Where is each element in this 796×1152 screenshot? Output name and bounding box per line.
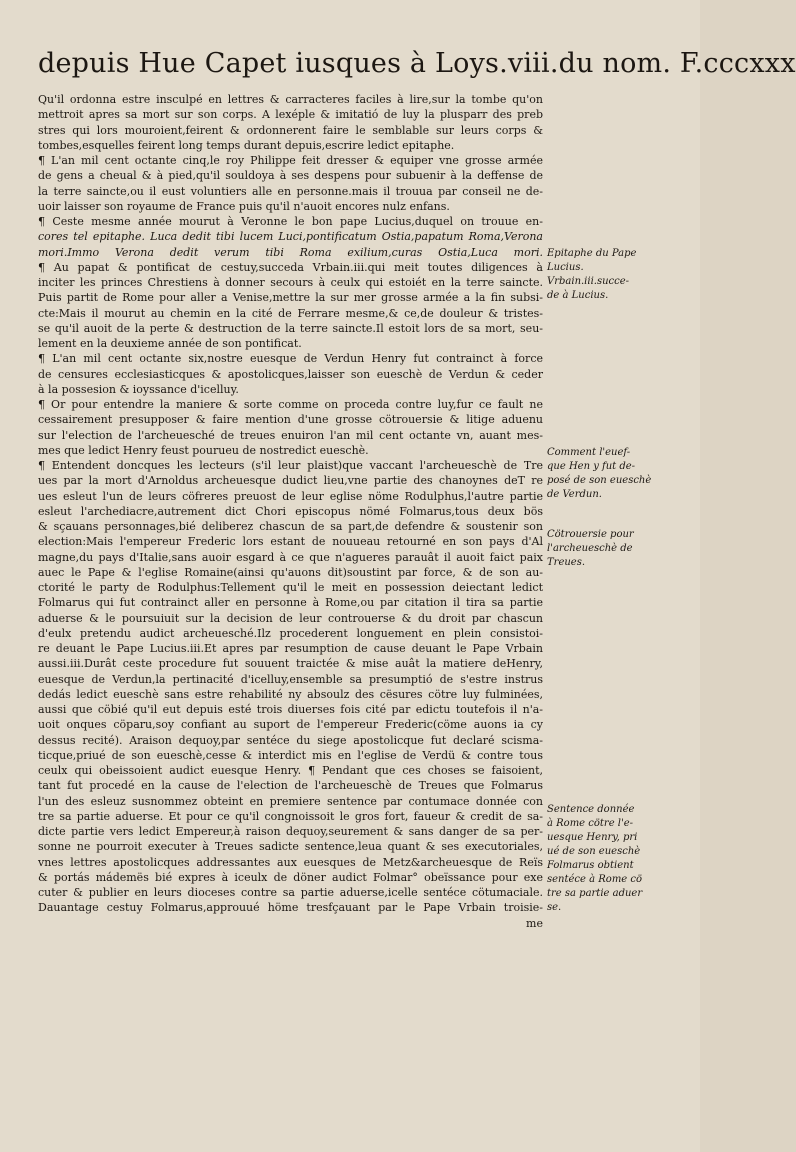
margin-line: Sentence donnée (547, 804, 635, 815)
text-line: ¶ Or pour entendre la maniere & sorte comme on proceda contre luy,fur ce fault ne (38, 398, 543, 411)
text-line: se qu'il auoit de la perte & destruction de la terre saincte.Il estoit lors de sa mort, seu- (38, 321, 543, 335)
text-line: la terre saincte,ou il eust voluntiers alle en personne.mais il trouua par conseil ne de- (38, 184, 543, 198)
margin-line: à Rome cötre l'e- (547, 818, 634, 829)
text-line: l'un des esleuz susnommez obteint en premiere sentence par contumace donnée con (38, 794, 543, 808)
text-line: & sçauans personnages,bié deliberez chascun de sa part,de defendre & soustenir son (38, 520, 543, 533)
text-line: me (526, 916, 543, 930)
text-line: lement en la deuxieme année de son pontificat. (38, 337, 302, 350)
text-line: esleut l'archediacre,autrement dict Chori episcopus nömé Folmarus,tous deux bös (38, 504, 543, 518)
margin-line: posé de son eueschè (547, 475, 652, 486)
text-line: ¶ Au papat & pontificat de cestuy,succeda Vrbain.iii.qui meit toutes diligences à (38, 260, 543, 274)
text-line: aussi.iii.Durât ceste procedure fut souuent traictée & mise auât la matiere deHenry, (38, 657, 543, 671)
text-line: aussi que cöbié qu'il eut depuis esté trois diuerses fois cité par edictu toutefois il n'a- (38, 703, 543, 716)
text-line: Puis partit de Rome pour aller a Venise,mettre la sur mer grosse armée a la fin subsi- (38, 291, 543, 305)
margin-note-epitaph (547, 247, 667, 303)
text-line: sonne ne pourroit executer à Treues sadicte sentence,leua quant & ses executoriales, (38, 840, 543, 854)
text-line: vnes lettres apostolicques addressantes aux euesques de Metz&archeuesque de Reïs (38, 855, 543, 869)
text-line: tre sa partie aduerse. Et pour ce qu'il congnoissoit le gros fort, faueur & credit de sa- (38, 809, 543, 823)
text-line: magne,du pays d'Italie,sans auoir esgard à ce que n'agueres parauât il auoit faict paix (38, 550, 543, 564)
text-line: cte:Mais il mourut au chemin en la cité de Ferrare mesme,& ce,de douleur & tristes- (38, 306, 543, 320)
margin-line: tre sa partie aduer (547, 888, 643, 899)
text-line: mori.Immo Verona dedit verum tibi Roma exilium,curas Ostia,Luca mori. (38, 245, 543, 259)
text-line: mes que ledict Henry feust pourueu de nostredict eueschè. (38, 443, 369, 457)
text-line: tombes,esquelles feirent long temps durant depuis,escrire ledict epitaphe. (38, 138, 455, 152)
margin-line: se. (547, 902, 562, 913)
text-line: Dauantage cestuy Folmarus,approuué höme tresfçauant par le Pape Vrbain troisie- (38, 901, 543, 915)
margin-note-henry-deposed (547, 446, 667, 502)
text-line: d'eulx pretendu audict archeuesché.Ilz procederent longuement en plein consistoi- (38, 626, 543, 640)
text-line: Folmarus qui fut contrainct aller en personne à Rome,ou par citation il tira sa partie (38, 596, 543, 610)
text-line: dessus recité). Araison dequoy,par sentéce du siege apostolicque fut declaré scisma- (38, 733, 543, 747)
text-line: ¶ Ceste mesme année mourut à Veronne le bon pape Lucius,duquel on trouue en- (38, 215, 543, 228)
margin-line: Comment l'euef- (547, 447, 631, 458)
text-line: dedás ledict eueschè sans estre rehabilité ny absoulz des cësures cötre luy fulminées, (38, 687, 543, 701)
text-line: cores tel epitaphe. Luca dedit tibi lucem Luci,pontificatum Ostia,papatum Roma,Verona (38, 230, 543, 244)
margin-line: uesque Henry, pri (547, 832, 638, 843)
text-line: stres qui lors mouroient,feirent & ordonnerent faire le semblable sur leurs corps & (38, 123, 543, 137)
text-line: de censures ecclesiasticques & apostolicques,laisser son eueschè de Verdun & ceder (38, 367, 543, 381)
text-line: cuter & publier en leurs dioceses contre sa partie aduerse,icelle sentéce cötumaciale. (38, 886, 543, 899)
text-line: & portás mádemës bié expres à iceulx de döner audict Folmar° obeïssance pour exe (38, 870, 543, 884)
margin-line: Vrbain.iii.succe- (547, 276, 630, 287)
margin-line: de Verdun. (547, 489, 602, 500)
main-text-block (38, 92, 543, 931)
text-line: aduerse & le poursuiuit sur la decision de leur controuerse & du droit par chascun (38, 611, 543, 625)
text-line: ues esleut l'un de leurs cöfreres preuost de leur eglise nöme Rodulphus,l'autre partie (38, 489, 543, 503)
text-line: ¶ L'an mil cent octante cinq,le roy Philippe feit dresser & equiper vne grosse armée (38, 154, 543, 167)
text-line: ceulx qui obeissoient audict euesque Henry. ¶ Pendant que ces choses se faisoient, (38, 764, 543, 777)
margin-line: que Hen y fut de- (547, 461, 636, 472)
text-line: cessairement presupposer & faire mention d'une grosse cötrouersie & litige aduenu (38, 413, 543, 427)
text-line: tant fut procedé en la cause de l'election de l'archeueschè de Treues que Folmarus (38, 779, 543, 793)
margin-line: de à Lucius. (547, 290, 609, 301)
text-line: à la possesion & ioyssance d'icelluy. (38, 382, 239, 396)
text-line: ues par la mort d'Arnoldus archeuesque dudict lieu,vne partie des chanoynes deT re (38, 474, 543, 488)
text-line: uoir laisser son royaume de France puis qu'il n'auoit encores nulz enfans. (38, 199, 450, 213)
text-line: ¶ L'an mil cent octante six,nostre euesque de Verdun Henry fut contrainct à force (38, 352, 543, 366)
text-line: ¶ Entendent doncques les lecteurs (s'il leur plaist)que vaccant l'archeueschè de Tre (38, 459, 543, 472)
text-line: de gens a cheual & à pied,qu'il souldoya à ses despens pour subuenir à la deffense de (38, 169, 543, 183)
text-line: dicte partie vers ledict Empereur,à raison dequoy,seurement & sans danger de sa per- (38, 825, 543, 838)
margin-line: Epitaphe du Pape (547, 248, 637, 259)
text-line: uoit onques cöparu,soy confiant au suport de l'empereur Frederic(cöme auons ia cy (38, 718, 543, 732)
text-line: mettroit apres sa mort sur son corps. A lexéple & imitatió de luy la plusparr des preb (38, 108, 543, 122)
text-line: ctorité le party de Rodulphus:Tellement qu'il le meit en possession deiectant ledict (38, 581, 543, 594)
margin-line: sentéce à Rome cö (547, 874, 643, 885)
margin-line: Treues. (547, 557, 586, 568)
text-line: Qu'il ordonna estre insculpé en lettres & carracteres faciles à lire,sur la tombe qu'on (38, 93, 543, 106)
text-line: ticque,priué de son eueschè,cesse & interdict mis en l'eglise de Verdü & contre tous (38, 748, 543, 762)
margin-note-sentence (547, 803, 667, 915)
margin-line: ué de son eueschè (547, 846, 641, 857)
text-line: auec le Pape & l'eglise Romaine(ainsi qu'auons dit)soustint par force, & de son au- (38, 565, 543, 579)
text-line: re deuant le Pape Lucius.iii.Et apres par resumption de cause deuant le Pape Vrbain (38, 642, 543, 655)
margin-line: l'archeueschè de (547, 543, 633, 554)
text-line: sur l'election de l'archeuesché de treues enuiron l'an mil cent octante vn, auant mes- (38, 428, 543, 442)
margin-line: Cötrouersie pour (547, 529, 634, 540)
text-line: inciter les princes Chrestiens à donner secours à ceulx qui estoiét en la terre saincte. (38, 276, 543, 289)
margin-note-controversy (547, 528, 667, 570)
margin-line: Folmarus obtient (547, 860, 634, 871)
text-line: election:Mais l'empereur Frederic lors estant de nouueau retourné en son pays d'Al (38, 535, 543, 549)
margin-line: Lucius. (547, 262, 584, 273)
text-line: euesque de Verdun,la pertinacité d'icelluy,ensemble sa presumptió de s'estre instrus (38, 672, 543, 686)
running-head: depuis Hue Capet iusques à Loys.viii.du nom. F.cccxxx (38, 48, 796, 79)
